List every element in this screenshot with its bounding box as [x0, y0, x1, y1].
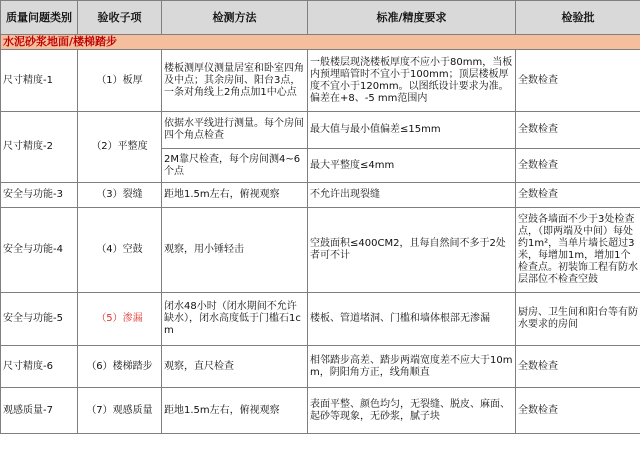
method-cell: 2M靠尺检查，每个房间测4~6个点 — [162, 149, 308, 183]
category-cell: 尺寸精度-2 — [1, 112, 78, 183]
header-method: 检测方法 — [162, 1, 308, 35]
header-standard: 标准/精度要求 — [308, 1, 516, 35]
category-cell: 安全与功能-3 — [1, 183, 78, 208]
standard-cell: 表面平整、颜色均匀，无裂缝、脱皮、麻面、起砂等现象，无砂浆，腻子块 — [308, 388, 516, 434]
table-row — [1, 346, 640, 388]
batch-cell: 全数检查 — [516, 183, 640, 208]
standard-cell: 最大平整度≤4mm — [308, 149, 516, 183]
batch-cell: 全数检查 — [516, 112, 640, 149]
category-cell: 观感质量-7 — [1, 388, 78, 434]
category-cell: 尺寸精度-1 — [1, 50, 78, 112]
sub-item-cell: （2）平整度 — [78, 112, 162, 183]
standard-cell: 不允许出现裂缝 — [308, 183, 516, 208]
batch-cell: 厨房、卫生间和阳台等有防水要求的房间 — [516, 293, 640, 346]
standard-cell: 空鼓面积≤400CM2，且每自然间不多于2处者可不计 — [308, 208, 516, 293]
standard-cell: 楼板、管道堵洞、门槛和墙体根部无渗漏 — [308, 293, 516, 346]
method-cell: 距地1.5m左右，俯视观察 — [162, 183, 308, 208]
sub-item-cell: （5）渗漏 — [78, 293, 162, 346]
method-cell: 距地1.5m左右，俯视观察 — [162, 388, 308, 434]
table-row — [1, 388, 640, 434]
batch-cell: 全数检查 — [516, 149, 640, 183]
table-row — [1, 293, 640, 346]
table-row — [1, 208, 640, 293]
method-cell: 楼板测厚仪测量居室和卧室四角及中点；其余房间、阳台3点，一条对角线上2角点加1中心点 — [162, 50, 308, 112]
sub-item-cell: （1）板厚 — [78, 50, 162, 112]
category-cell: 安全与功能-4 — [1, 208, 78, 293]
table-row — [1, 112, 640, 149]
batch-cell: 全数检查 — [516, 50, 640, 112]
method-cell: 观察，直尺检查 — [162, 346, 308, 388]
sub-item-cell: （7）观感质量 — [78, 388, 162, 434]
method-cell: 闭水48小时（闭水期间不允许缺水），闭水高度低于门槛石1cm — [162, 293, 308, 346]
sub-item-cell: （4）空鼓 — [78, 208, 162, 293]
header-batch: 检验批 — [516, 1, 640, 35]
method-cell: 观察，用小锤轻击 — [162, 208, 308, 293]
table-row — [1, 50, 640, 112]
method-cell: 依据水平线进行测量。每个房间四个角点检查 — [162, 112, 308, 149]
batch-cell: 全数检查 — [516, 388, 640, 434]
section-title: 水泥砂浆地面/楼梯踏步 — [1, 35, 640, 50]
standard-cell: 一般楼层现浇楼板厚度不应小于80mm，当板内预埋暗管时不宜小于100mm；顶层楼板厚度不宜小于120mm。以图纸设计要求为准。偏差在+8、-5 mm范围内 — [308, 50, 516, 112]
header-sub-item: 验收子项 — [78, 1, 162, 35]
header-category: 质量问题类别 — [1, 1, 78, 35]
section-row — [1, 35, 640, 50]
batch-cell: 空鼓各墙面不少于3处检查点，（即两端及中间）每处约1m²，当单片墙长超过3米，每增加1m，增加1个检查点。初装饰工程有防水层部位不检查空鼓 — [516, 208, 640, 293]
standard-cell: 相邻踏步高差、踏步两端宽度差不应大于10mm，阴阳角方正，线角顺直 — [308, 346, 516, 388]
category-cell: 尺寸精度-6 — [1, 346, 78, 388]
sub-item-cell: （6）楼梯踏步 — [78, 346, 162, 388]
category-cell: 安全与功能-5 — [1, 293, 78, 346]
sub-item-cell: （3）裂缝 — [78, 183, 162, 208]
header-row — [1, 1, 640, 35]
batch-cell: 全数检查 — [516, 346, 640, 388]
standard-cell: 最大值与最小值偏差≤15mm — [308, 112, 516, 149]
table-row — [1, 183, 640, 208]
